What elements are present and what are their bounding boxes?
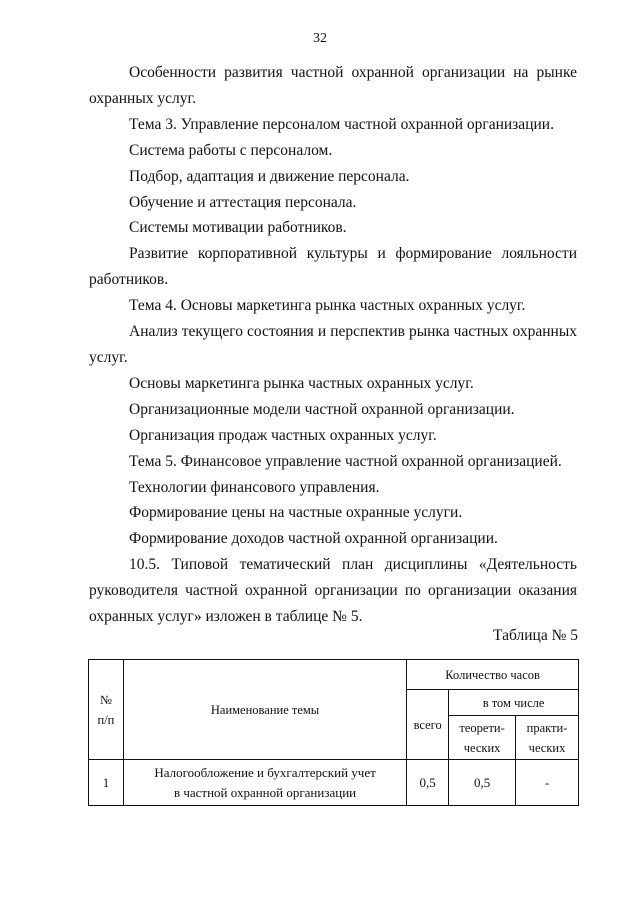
table-caption: Таблица № 5 bbox=[493, 627, 578, 644]
paragraph: Тема 4. Основы маркетинга рынка частных охранных услуг. bbox=[129, 297, 526, 315]
cell-total: 0,5 bbox=[407, 760, 449, 806]
header-topic: Наименование темы bbox=[123, 660, 406, 760]
header-total: всего bbox=[407, 690, 449, 760]
body-text bbox=[89, 60, 577, 630]
paragraph: Тема 5. Финансовое управление частной охранной организацией. bbox=[129, 452, 562, 470]
cell-topic-line2: в частной охранной организации bbox=[173, 784, 357, 800]
paragraph: Подбор, адаптация и движение персонала. bbox=[129, 167, 410, 185]
header-theory-line2: ческих bbox=[463, 740, 501, 755]
paragraph: Организация продаж частных охранных услуг. bbox=[129, 426, 437, 444]
cell-topic-line1: Налогообложение и бухгалтерский учет bbox=[154, 764, 376, 780]
paragraph: Формирование доходов частной охранной организации. bbox=[129, 530, 498, 548]
paragraph: Тема 3. Управление персоналом частной охранной организации. bbox=[129, 115, 554, 133]
paragraph: Формирование цены на частные охранные услуги. bbox=[129, 504, 463, 522]
header-number bbox=[89, 660, 124, 760]
paragraph: Развитие корпоративной культуры и формирование лояльности работников. bbox=[89, 245, 577, 289]
paragraph: Системы мотивации работников. bbox=[129, 219, 347, 237]
table-row bbox=[89, 760, 579, 806]
header-theory-line1: теорети- bbox=[459, 720, 505, 735]
header-number-abbr: п/п bbox=[97, 712, 115, 727]
paragraph: Обучение и аттестация персонала. bbox=[129, 193, 357, 211]
thematic-plan-table bbox=[88, 659, 579, 806]
cell-practice: - bbox=[516, 760, 579, 806]
paragraph: Основы маркетинга рынка частных охранных услуг. bbox=[129, 374, 474, 392]
header-practice bbox=[516, 716, 579, 760]
cell-number: 1 bbox=[89, 760, 124, 806]
page-number: 32 bbox=[313, 31, 327, 46]
paragraph: Организационные модели частной охранной организации. bbox=[129, 400, 515, 418]
header-hours: Количество часов bbox=[407, 660, 579, 690]
paragraph: Система работы с персоналом. bbox=[129, 141, 333, 159]
paragraph: Анализ текущего состояния и перспектив рынка частных охранных услуг. bbox=[89, 323, 577, 366]
header-practice-line2: ческих bbox=[528, 740, 566, 755]
paragraph: Технологии финансового управления. bbox=[129, 478, 380, 496]
header-including: в том числе bbox=[449, 690, 579, 716]
paragraph: Особенности развития частной охранной организации на рынке охранных услуг. bbox=[89, 64, 577, 107]
cell-theory: 0,5 bbox=[449, 760, 516, 806]
header-number-symbol: № bbox=[99, 692, 112, 707]
header-theory bbox=[449, 716, 516, 760]
cell-topic bbox=[123, 760, 406, 806]
paragraph: 10.5. Типовой тематический план дисциплины «Деятельность руководителя частной охранной организации по организации оказания охранных услуг» изложен в таблице № 5. bbox=[89, 556, 577, 626]
header-practice-line1: практи- bbox=[526, 720, 568, 735]
